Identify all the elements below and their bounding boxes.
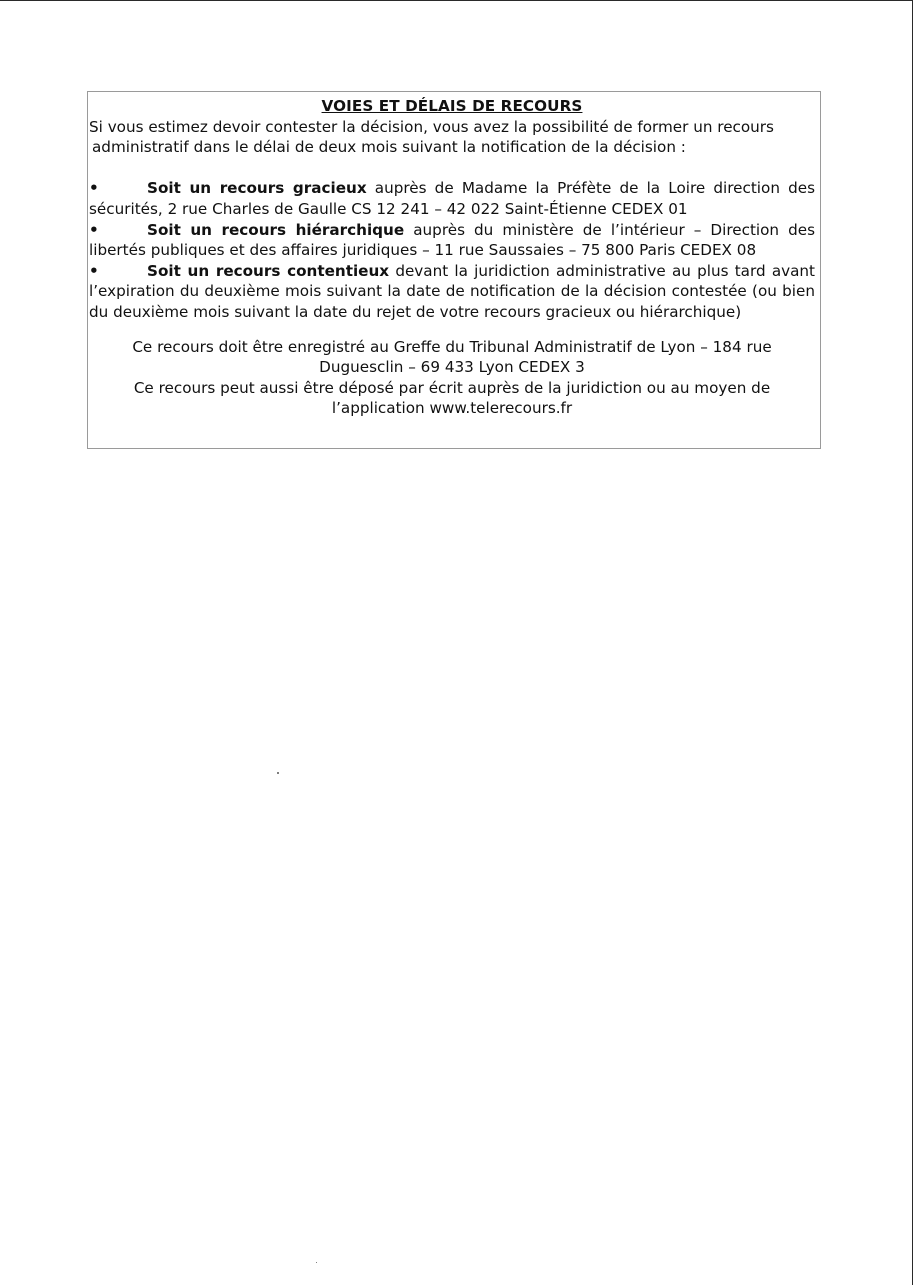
appeal-notice-box [87,91,821,449]
option-lead: Soit un recours gracieux [147,179,367,198]
option-contentieux [89,261,815,323]
spacer [89,323,815,337]
option-lead: Soit un recours contentieux [147,261,390,280]
closing-line-3: Ce recours peut aussi être déposé par écrit auprès de la juridiction ou au moyen de [133,378,771,397]
scan-speck [316,1262,317,1263]
blank-line [89,158,815,179]
option-text: auprès de Madame la Préfète de la Loire direction des sécurités, 2 rue Charles de Gaulle CS 12 241 – 42 022 Saint-Étienne CEDEX 01 [89,179,815,218]
option-gracieux [89,178,815,219]
closing-paragraph [89,337,815,419]
bullet-icon: • [89,261,99,280]
option-hierarchique [89,220,815,261]
intro-paragraph [89,117,815,158]
option-text: auprès du ministère de l’intérieur – Direction des libertés publiques et des affaires juridiques – 11 rue Saussaies – 75 800 Paris CEDEX 08 [89,220,815,260]
bullet-icon: • [89,220,99,239]
closing-line-2: Duguesclin – 69 433 Lyon CEDEX 3 [319,358,585,377]
intro-line-2: administratif dans le délai de deux mois suivant la notification de la décision : [92,138,686,157]
notice-title: VOIES ET DÉLAIS DE RECOURS [321,97,583,115]
page-top-edge [0,0,913,1]
option-lead: Soit un recours hiérarchique [147,220,405,239]
scan-speck [277,772,279,774]
intro-line-1: Si vous estimez devoir contester la décision, vous avez la possibilité de former un recours [89,117,774,136]
option-text: devant la juridiction administrative au plus tard avant l’expiration du deuxième mois suivant la date de notification de la décision contestée (ou bien du deuxième mois suivant la date du rejet de votre recours gracieux ou hiérarchique) [89,261,816,321]
closing-line-1: Ce recours doit être enregistré au Greffe du Tribunal Administratif de Lyon – 184 rue [132,337,772,356]
closing-line-4: l’application www.telerecours.fr [331,399,573,418]
bullet-icon: • [89,179,99,198]
